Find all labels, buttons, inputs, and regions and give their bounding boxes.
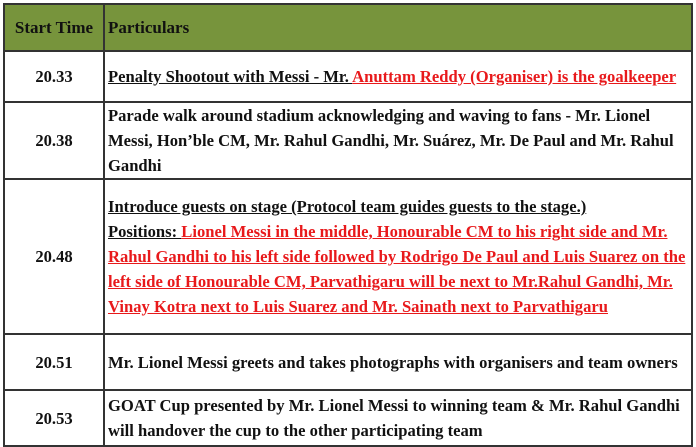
particulars-highlight: Lionel Messi in the middle, Honourable CM to his right side and Mr. Rahul Gandhi to his left side followed by Rodrigo De Paul and Luis Suarez on the left side of Honourable CM, Parvathigaru will be next to Mr.Rahul Gandhi, Mr. Vinay Kotra next to Luis Suarez and Mr. Sainath next to Parvathigaru	[108, 222, 686, 316]
header-row	[4, 4, 692, 51]
particulars-text: Penalty Shootout with Messi - Mr.	[108, 67, 353, 86]
particulars: Mr. Lionel Messi greets and takes photographs with organisers and team owners	[104, 334, 692, 390]
start-time: 20.38	[4, 102, 104, 179]
particulars	[104, 179, 692, 334]
particulars: GOAT Cup presented by Mr. Lionel Messi to winning team & Mr. Rahul Gandhi will handover the cup to the other participating team	[104, 390, 692, 446]
table-row	[4, 179, 692, 334]
table-row	[4, 102, 692, 179]
positions-label: Positions:	[108, 222, 182, 241]
particulars: Parade walk around stadium acknowledging and waving to fans - Mr. Lionel Messi, Hon’ble CM, Mr. Rahul Gandhi, Mr. Suárez, Mr. De Paul and Mr. Rahul Gandhi	[104, 102, 692, 179]
start-time: 20.51	[4, 334, 104, 390]
table-row	[4, 51, 692, 102]
particulars-highlight: Anuttam Reddy (Organiser) is the goalkeeper	[352, 67, 677, 86]
start-time: 20.48	[4, 179, 104, 334]
start-time: 20.53	[4, 390, 104, 446]
particulars	[104, 51, 692, 102]
particulars-text: Introduce guests on stage (Protocol team guides guests to the stage.)	[108, 197, 587, 216]
header-start-time: Start Time	[4, 4, 104, 51]
header-particulars: Particulars	[104, 4, 692, 51]
start-time: 20.33	[4, 51, 104, 102]
table-row	[4, 334, 692, 390]
schedule-table	[3, 3, 693, 447]
table-row	[4, 390, 692, 446]
